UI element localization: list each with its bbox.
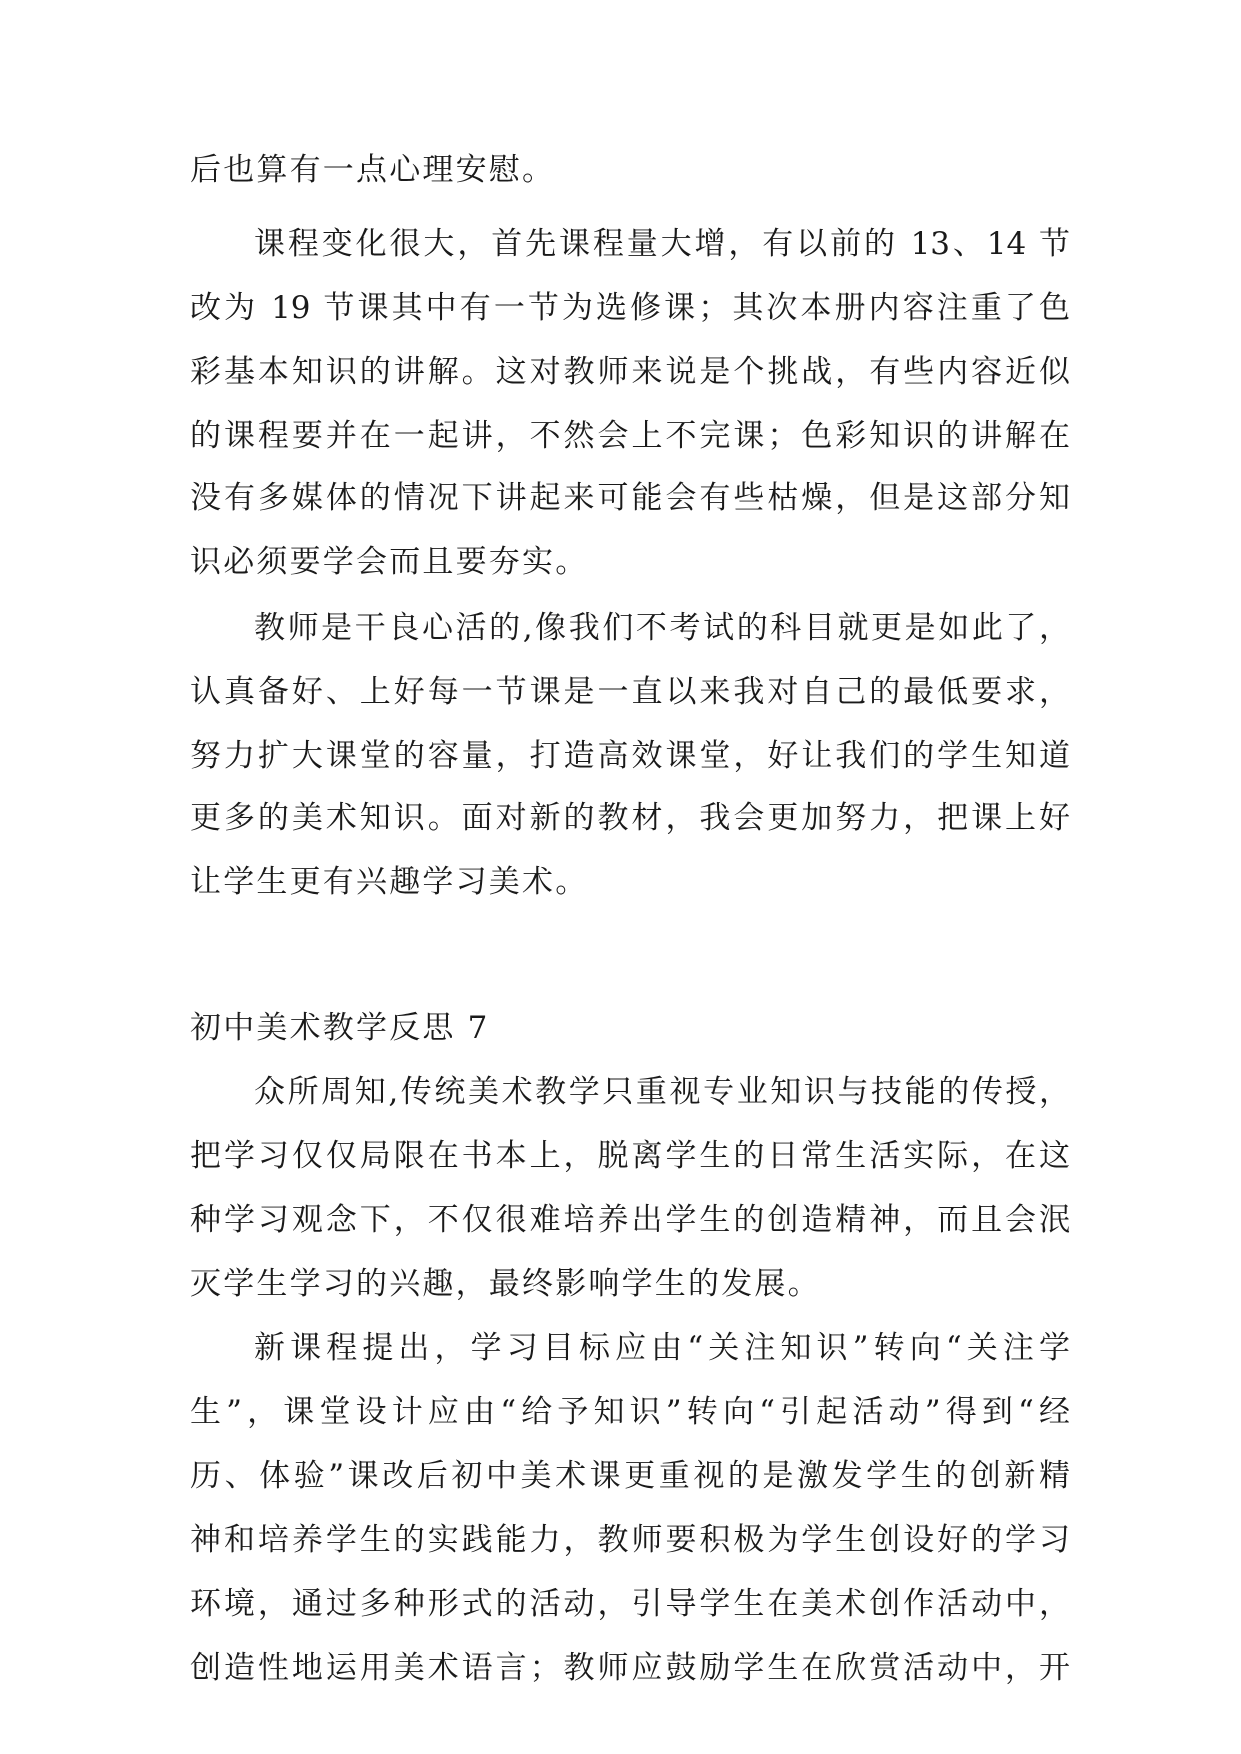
text-line: 没有多媒体的情况下讲起来可能会有些枯燥，但是这部分知 bbox=[190, 480, 1070, 516]
text-line: 灭学生学习的兴趣，最终影响学生的发展。 bbox=[190, 1266, 821, 1302]
text-line: 环境，通过多种形式的活动，引导学生在美术创作活动中， bbox=[190, 1586, 1070, 1622]
text-line: 教师是干良心活的,像我们不考试的科目就更是如此了， bbox=[254, 610, 1070, 646]
section-heading: 初中美术教学反思 7 bbox=[190, 1010, 490, 1046]
text-line: 历、体验”课改后初中美术课更重视的是激发学生的创新精 bbox=[190, 1458, 1070, 1494]
text-line: 新课程提出，学习目标应由“关注知识”转向“关注学 bbox=[254, 1330, 1070, 1366]
text-line: 努力扩大课堂的容量，打造高效课堂，好让我们的学生知道 bbox=[190, 738, 1070, 774]
text-line: 众所周知,传统美术教学只重视专业知识与技能的传授， bbox=[254, 1074, 1070, 1110]
text-line: 彩基本知识的讲解。这对教师来说是个挑战，有些内容近似 bbox=[190, 354, 1070, 390]
text-line: 创造性地运用美术语言；教师应鼓励学生在欣赏活动中，开 bbox=[190, 1650, 1070, 1686]
text-line: 把学习仅仅局限在书本上，脱离学生的日常生活实际，在这 bbox=[190, 1138, 1070, 1174]
text-line: 种学习观念下，不仅很难培养出学生的创造精神，而且会泯 bbox=[190, 1202, 1070, 1238]
text-line: 认真备好、上好每一节课是一直以来我对自己的最低要求， bbox=[190, 674, 1070, 710]
text-line: 的课程要并在一起讲，不然会上不完课；色彩知识的讲解在 bbox=[190, 418, 1070, 454]
text-line: 后也算有一点心理安慰。 bbox=[190, 152, 556, 188]
text-line: 课程变化很大，首先课程量大增，有以前的 13、14 节 bbox=[254, 226, 1070, 262]
text-line: 识必须要学会而且要夯实。 bbox=[190, 544, 589, 580]
text-line: 改为 19 节课其中有一节为选修课；其次本册内容注重了色 bbox=[190, 290, 1070, 326]
text-line: 让学生更有兴趣学习美术。 bbox=[190, 864, 589, 900]
text-line: 更多的美术知识。面对新的教材，我会更加努力，把课上好 bbox=[190, 800, 1070, 836]
text-line: 神和培养学生的实践能力，教师要积极为学生创设好的学习 bbox=[190, 1522, 1070, 1558]
text-line: 生”，课堂设计应由“给予知识”转向“引起活动”得到“经 bbox=[190, 1394, 1070, 1430]
